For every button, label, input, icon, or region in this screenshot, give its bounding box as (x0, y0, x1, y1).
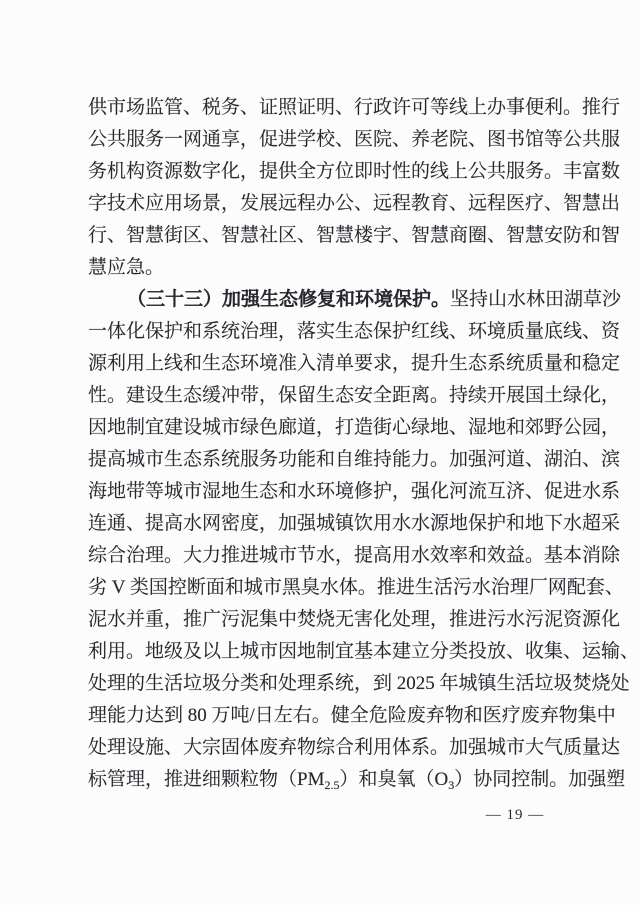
text-line (88, 476, 621, 508)
text-line (88, 764, 626, 796)
text-run: 字技术应用场景，发展远程办公、远程教育、远程医疗、智慧出 (88, 193, 621, 214)
text-run: 务机构资源数字化，提供全方位即时性的线上公共服务。丰富数 (88, 161, 621, 182)
text-line (88, 668, 630, 700)
text-line (88, 444, 621, 476)
text-line (88, 156, 621, 188)
text-run: 因地制宜建设城市绿色廊道，打造街心绿地、湿地和郊野公园， (88, 417, 621, 438)
text-run-subscript: 2.5 (324, 778, 340, 792)
text-line (88, 636, 640, 668)
text-run: 供市场监管、税务、证照证明、行政许可等线上办事便利。推行 (88, 97, 621, 118)
text-line (88, 732, 621, 764)
text-run: 劣 V 类国控断面和城市黑臭水体。推进生活污水治理厂网配套、 (88, 577, 624, 598)
text-run: 行、智慧街区、智慧社区、智慧楼宇、智慧商圈、智慧安防和智 (88, 225, 621, 246)
text-run-subscript: 3 (448, 778, 455, 792)
text-run: 处理设施、大宗固体废弃物综合利用体系。加强城市大气质量达 (88, 737, 621, 758)
text-line (88, 348, 621, 380)
text-line (88, 284, 622, 316)
text-run: 慧应急。 (88, 257, 165, 278)
text-run: ）和臭氧（O (339, 769, 449, 790)
text-line (88, 572, 624, 604)
text-run: 提高城市生态系统服务功能和自维持能力。加强河道、湖泊、滨 (88, 449, 621, 470)
text-run: 综合治理。大力推进城市节水，提高用水效率和效益。基本消除 (88, 545, 621, 566)
text-run: 利用。地级及以上城市因地制宜基本建立分类投放、收集、运输、 (88, 641, 640, 662)
text-run: ）协同控制。加强塑 (454, 769, 626, 790)
text-line (88, 124, 621, 156)
text-line (88, 316, 621, 348)
text-run-bold: （三十三）加强生态修复和环境保护。 (127, 289, 451, 310)
text-run: 源利用上线和生态环境准入清单要求，提升生态系统质量和稳定 (88, 353, 621, 374)
text-block (88, 92, 640, 796)
text-run: 处理的生活垃圾分类和处理系统，到 2025 年城镇生活垃圾焚烧处 (88, 673, 630, 694)
text-run: 标管理，推进细颗粒物（PM (88, 769, 325, 790)
text-run: 公共服务一网通享，促进学校、医院、养老院、图书馆等公共服 (88, 129, 621, 150)
text-run: 连通、提高水网密度，加强城镇饮用水水源地保护和地下水超采 (88, 513, 621, 534)
text-line (88, 92, 621, 124)
text-line (88, 700, 616, 732)
page-number: — 19 — (485, 807, 545, 823)
text-line (88, 380, 621, 412)
text-run: 坚持山水林田湖草沙 (450, 289, 622, 310)
text-line (88, 220, 621, 252)
text-line (88, 540, 621, 572)
text-line (88, 412, 621, 444)
text-line (88, 188, 621, 220)
text-line (88, 252, 546, 284)
text-run: 海地带等城市湿地生态和水环境修护，强化河流互济、促进水系 (88, 481, 621, 502)
text-run: 一体化保护和系统治理，落实生态保护红线、环境质量底线、资 (88, 321, 621, 342)
text-run: 性。建设生态缓冲带，保留生态安全距离。持续开展国土绿化， (88, 385, 621, 406)
text-run: 理能力达到 80 万吨/日左右。健全危险废弃物和医疗废弃物集中 (88, 705, 616, 726)
text-run: 泥水并重，推广污泥集中焚烧无害化处理，推进污水污泥资源化 (88, 609, 621, 630)
text-line (88, 508, 621, 540)
text-line (88, 604, 621, 636)
